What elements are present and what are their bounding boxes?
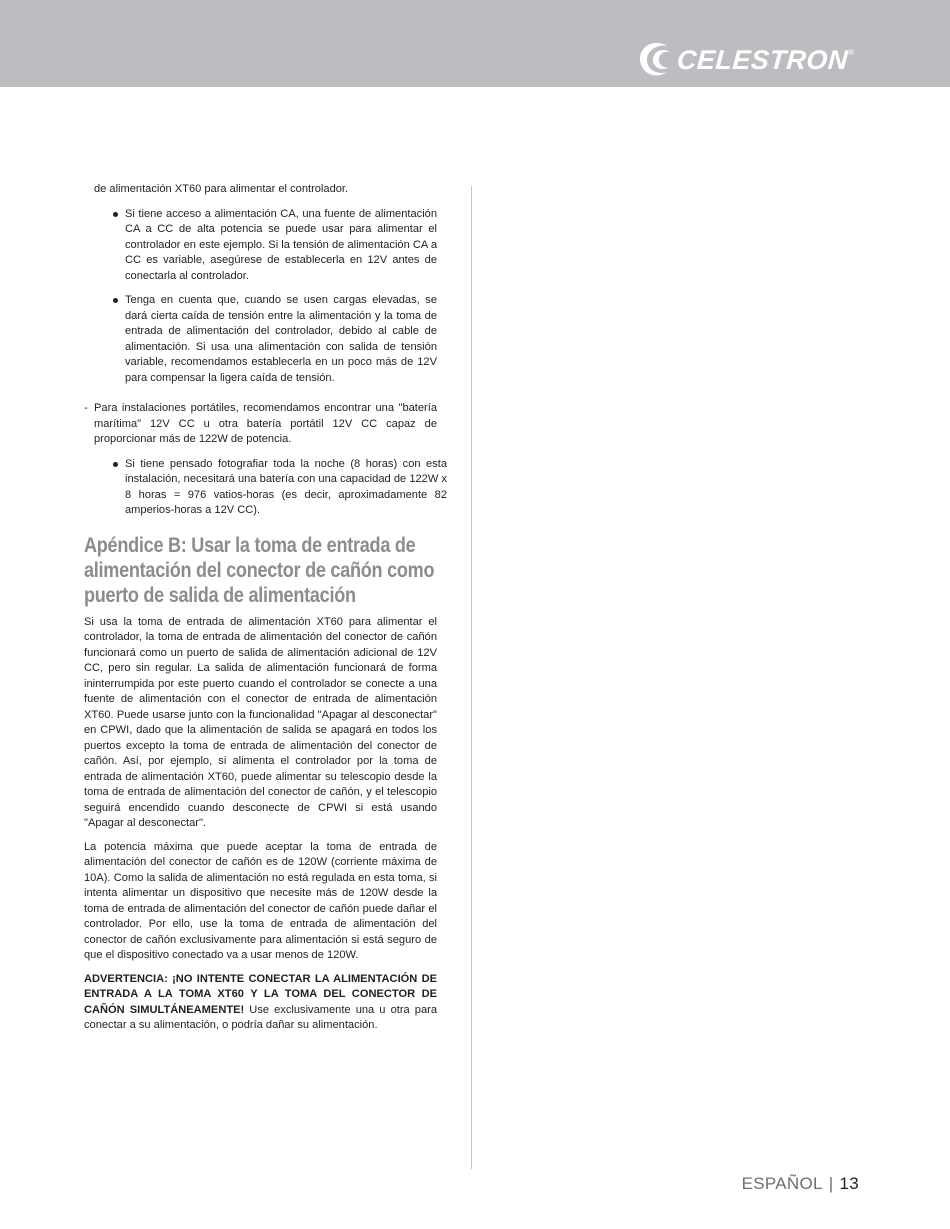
- dash-item-text: Para instalaciones portátiles, recomendamos encontrar una "batería marítima" 12V CC u otra batería portátil 12V CC capaz de proporcionar más de 122W de potencia.: [94, 402, 437, 445]
- section-heading: Apéndice B: Usar la toma de entrada de alimentación del conector de cañón como puerto de salida de alimentación: [84, 533, 435, 607]
- column-divider: [471, 186, 472, 1169]
- footer-language: ESPAÑOL: [741, 1174, 823, 1193]
- paragraph-barrel-output: Si usa la toma de entrada de alimentación XT60 para alimentar el controlador, la toma de entrada de alimentación del conector de cañón funcionará como un puerto de salida de alimentación adicional de 12V CC, pero sin regular. La salida de alimentación funcionará de forma ininterrumpida por este puerto cuando el controlador se conecte a una fuente de alimentación con el conector de entrada de alimentación XT60. Puede usarse junto con la funcionalidad "Apagar al desconectar" en CPWI, dado que la alimentación de salida se apagará en todos los puertos excepto la toma de entrada de alimentación del conector de cañón. Así, por ejemplo, si alimenta el controlador por la toma de entrada de alimentación XT60, puede alimentar su telescopio desde la toma de entrada de alimentación del conector de cañón, y el telescopio seguirá encendido cuando desconecte de CPWI si está usando "Apagar al desconectar".: [84, 615, 437, 829]
- bullet-list-power-notes: [84, 207, 437, 387]
- warning-paragraph: [84, 972, 437, 1034]
- paragraph-max-power: La potencia máxima que puede aceptar la toma de entrada de alimentación del conector de cañón es de 120W (corriente máxima de 10A). Como la salida de alimentación no está regulada en esta toma, si intenta alimentar un dispositivo que necesite más de 120W desde la toma de entrada de alimentación del conector de cañón puede dañar el controlador. Por ello, use la toma de entrada de alimentación del conector de cañón exclusivamente para alimentación si está seguro de que el dispositivo conectado va a usar menos de 120W.: [84, 840, 437, 961]
- celestron-logo: [637, 40, 854, 80]
- page-footer: [742, 1174, 859, 1194]
- list-item: Si tiene pensado fotografiar toda la noche (8 horas) con esta instalación, necesitará una batería con una capacidad de 122W x 8 horas = 976 vatios-horas (es decir, aproximadamente 82 amperios-horas a 12V CC).: [84, 457, 447, 519]
- warning-text: Use exclusivamente una u otra para conectar a su alimentación, o podría dañar su alimentación.: [84, 1003, 437, 1031]
- continuation-text: de alimentación XT60 para alimentar el controlador.: [94, 183, 349, 195]
- dash-list-item: [84, 401, 437, 448]
- warning-bold-text: ADVERTENCIA: ¡NO INTENTE CONECTAR LA ALIMENTACIÓN DE ENTRADA A LA TOMA XT60 Y LA TOMA DEL CONECTOR DE CAÑÓN SIMULTÁNEAMENTE!: [84, 972, 437, 1016]
- dash-marker: -: [84, 402, 88, 414]
- celestron-swoosh-icon: [637, 40, 673, 80]
- page-number: 13: [839, 1174, 859, 1193]
- list-item: Tenga en cuenta que, cuando se usen cargas elevadas, se dará cierta caída de tensión entre la alimentación y la toma de entrada de alimentación del controlador, debido al cable de alimentación. Si usa una alimentación con salida de tensión variable, recomendamos establecerla en un poco más de 12V para compensar la ligera caída de tensión.: [84, 293, 437, 386]
- left-column: [84, 182, 447, 1034]
- brand-name: CELESTRON: [676, 45, 850, 75]
- footer-separator: |: [828, 1174, 834, 1193]
- registered-mark: ®: [848, 48, 854, 57]
- list-item: Si tiene acceso a alimentación CA, una fuente de alimentación CA a CC de alta potencia se puede usar para alimentar el controlador en este ejemplo. Si la tensión de alimentación CA a CC es variable, asegúrese de establecerla en 12V antes de conectarla al controlador.: [84, 207, 437, 285]
- bullet-list-battery: [84, 457, 447, 519]
